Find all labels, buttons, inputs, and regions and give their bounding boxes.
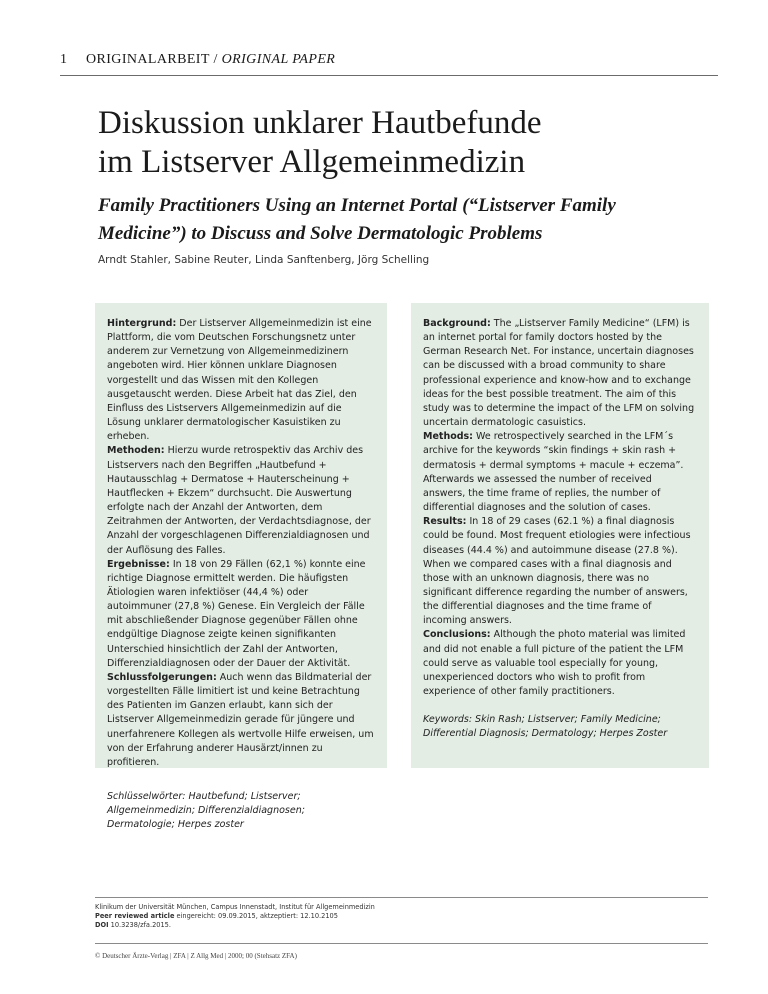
- abstract-de-conclusions: [107, 671, 374, 770]
- abstract-de-conclusions-label: Schlussfolgerungen:: [107, 671, 217, 683]
- doi-line: [95, 921, 708, 930]
- affiliation-line: Klinikum der Universität München, Campus Innenstadt, Institut für Allgemeinmedizin: [95, 903, 375, 911]
- section-label-en: ORIGINAL PAPER: [221, 52, 336, 67]
- abstract-en-methods-label: Methods:: [423, 431, 473, 443]
- abstract-en-results-label: Results:: [423, 516, 467, 528]
- abstract-de-background-text: Der Listserver Allgemeinmedizin ist eine Plattform, die vom Deutschen Forschungsnetz unter anderem zur Vernetzung von Allgemeinmedizinern angeboten wird. Hier können unklare Diagnosen vorgestellt und das Wissen mit den Kollegen ausgetauscht werden. Diese Arbeit hat das Ziel, den Einfluss des Listservers Allgemeinmedizin auf die Lösung unklarer dermatologischer Kasuistiken zu erheben.: [107, 318, 372, 443]
- page-number: 1: [60, 52, 67, 67]
- abstract-en-background: [423, 317, 696, 430]
- abstract-de-results-text: In 18 von 29 Fällen (62,1 %) konnte eine richtige Diagnose ermittelt werden. Die häufigsten Ätiologien waren infektiöser (44,4 %) oder autoimmuner (27,8 %) Genese. Ein Vergleich der Fälle mit abschließender Diagnose gegenüber Fällen ohne endgültige Diagnose zeigte keinen signifikanten Unterschied hinsichtlich der Zahl der Antworten, Differenzialdiagnosen oder der Dauer der Aktivität.: [107, 558, 366, 669]
- doi-value: 10.3238/zfa.2015.: [110, 921, 171, 930]
- abstract-en-methods: [423, 430, 696, 515]
- abstract-en-background-text: The „Listserver Family Medicine“ (LFM) is an internet portal for family doctors hosted by the German Research Net. For instance, uncertain diagnoses can be discussed with a broad community to share professional experience and know-how and to exchange ideas for the best possible treatment. The aim of this study was to determine the impact of the LFM on solving uncertain dermatologic casuistics.: [423, 318, 695, 429]
- abstract-en-results-text: In 18 of 29 cases (62.1 %) a final diagnosis could be found. Most frequent etiologies were infectious diseases (44.4 %) and autoimmune disease (27.8 %). When we compared cases with a final diagnosis and those with an unknown diagnosis, there was no significant difference regarding the number of answers, the differential diagnoses and the time frame of incoming answers.: [423, 516, 691, 627]
- abstract-de-results-label: Ergebnisse:: [107, 558, 170, 570]
- abstract-de-methods: [107, 444, 374, 557]
- abstract-en-conclusions: [423, 628, 696, 699]
- abstract-de-background: [107, 317, 374, 444]
- abstract-english: [411, 303, 709, 768]
- abstract-de-background-label: Hintergrund:: [107, 318, 177, 329]
- abstract-en-conclusions-text: Although the photo material was limited and did not enable a full picture of the patient the LFM could serve as valuable tool especially for young, unexperienced doctors who wish to profit from experience of other family practitioners.: [423, 629, 686, 698]
- abstract-de-results: [107, 558, 374, 671]
- running-header: [60, 50, 718, 80]
- abstract-en-methods-text: We retrospectively searched in the LFM´s archive for the keywords “skin findings + skin rash + dermatosis + dermal symptoms + macule + eczema”. Afterwards we assessed the number of received answers, the time frame of replies, the number of differential diagnoses and the solution of cases.: [423, 431, 684, 514]
- footer-affiliation: [95, 903, 708, 931]
- keywords-english: Keywords: Skin Rash; Listserver; Family Medicine; Differential Diagnosis; Dermatology; Herpes Zoster: [423, 714, 668, 740]
- abstract-de-methods-text: Hierzu wurde retrospektiv das Archiv des Listservers nach den Begriffen „Hautbefund + Hautausschlag + Dermatose + Hauterscheinung + Hautflecken + Ekzem“ durchsucht. Die Auswertung erfolgte nach der Anzahl der Antworten, dem Zeitrahmen der Antworten, der Verdachtsdiagnose, der Anzahl der vorgeschlagenen Differenzialdiagnosen und der Auflösung des Falles.: [107, 445, 371, 556]
- abstract-en-background-label: Background:: [423, 318, 491, 329]
- section-label-de: ORIGINALARBEIT /: [86, 52, 218, 67]
- subtitle-line-1: Family Practitioners Using an Internet Portal (“Listserver Family: [98, 195, 616, 216]
- keywords-german: Schlüsselwörter: Hautbefund; Listserver; Allgemeinmedizin; Differenzialdiagnosen; Dermatologie; Herpes zoster: [107, 791, 305, 831]
- doi-label: DOI: [95, 921, 109, 930]
- article-title: [98, 104, 718, 182]
- peer-review-dates: eingereicht: 09.09.2015, aktzeptiert: 12.10.2105: [176, 912, 338, 921]
- publisher-line: © Deutscher Ärzte-Verlag | ZFA | Z Allg Med | 2000; 00 (Stehsatz ZFA): [95, 952, 297, 960]
- footer-rule-bottom: [95, 943, 708, 944]
- abstract-en-results: [423, 515, 696, 628]
- abstract-de-conclusions-text: Auch wenn das Bildmaterial der vorgestellten Fälle limitiert ist und keine Betrachtung des Patienten im Ganzen erlaubt, kann sich der Listserver Allgemeinmedizin gerade für jüngere und unerfahrenere Kollegen als wertvolle Hilfe erweisen, um von der Erfahrung anderer Hausärzt/innen zu profitieren.: [107, 671, 374, 768]
- abstract-en-conclusions-label: Conclusions:: [423, 629, 491, 641]
- subtitle-line-2: Medicine”) to Discuss and Solve Dermatologic Problems: [98, 223, 543, 244]
- abstract-german: [95, 303, 387, 831]
- footer-rule-top: [95, 897, 708, 898]
- title-line-2: im Listserver Allgemeinmedizin: [98, 144, 526, 180]
- abstract-de-methods-label: Methoden:: [107, 445, 165, 457]
- header-rule: [60, 75, 718, 76]
- section-label: [86, 52, 335, 68]
- article-subtitle: [98, 192, 718, 248]
- peer-review-label: Peer reviewed article: [95, 912, 175, 921]
- peer-review-line: [95, 912, 708, 921]
- title-line-1: Diskussion unklarer Hautbefunde: [98, 105, 542, 141]
- author-list: Arndt Stahler, Sabine Reuter, Linda Sanftenberg, Jörg Schelling: [98, 254, 430, 266]
